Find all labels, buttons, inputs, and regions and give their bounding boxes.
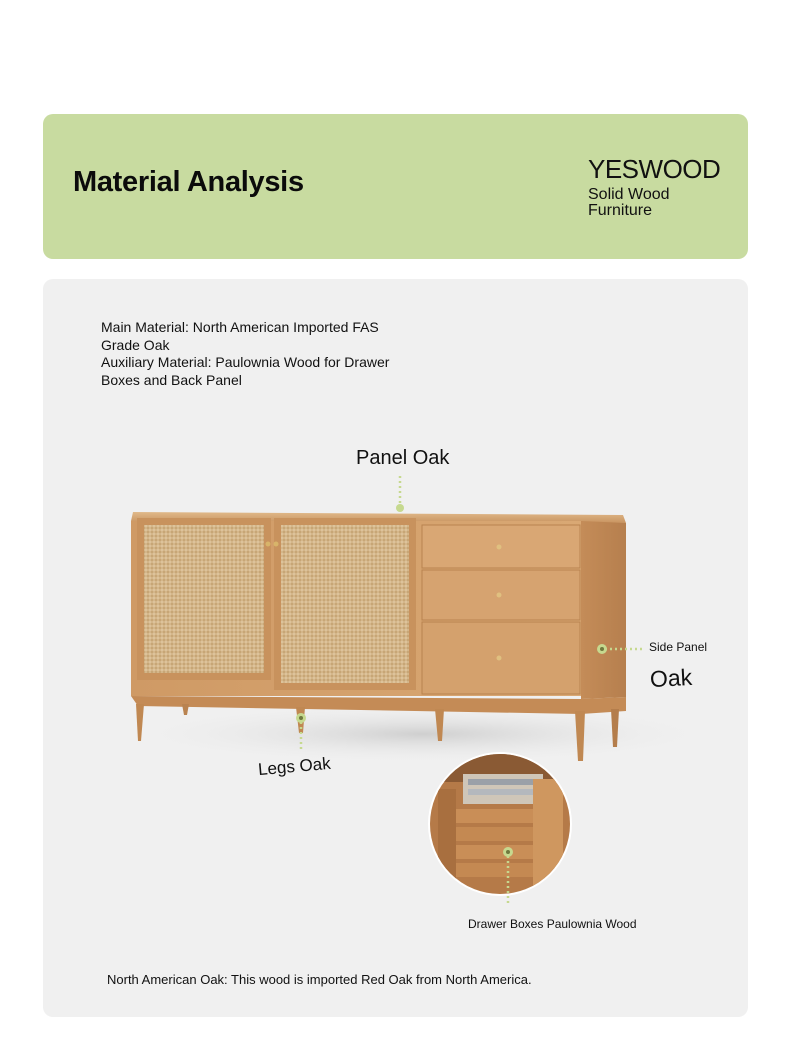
material-card [43, 279, 748, 1017]
door-knob-right [274, 542, 279, 547]
side-panel [581, 521, 626, 699]
drawer-knob-1 [497, 545, 502, 550]
footnote: North American Oak: This wood is imported Red Oak from North America. [107, 972, 532, 987]
page-title: Material Analysis [73, 166, 304, 198]
left-door-rattan [144, 525, 264, 673]
panel-callout-dot [396, 504, 404, 512]
callout-legs-oak: Legs Oak [257, 753, 332, 780]
right-door-rattan [281, 525, 409, 683]
sideboard-illustration [43, 279, 748, 1017]
main-material-line-1: Main Material: North American Imported FAS [101, 319, 379, 335]
callout-side-material: Oak [649, 663, 693, 693]
drawer-knob-3 [497, 656, 502, 661]
floor-shadow [123, 704, 723, 764]
header-banner [43, 114, 748, 259]
leg-back-left [182, 704, 189, 715]
main-material-line-2: Grade Oak [101, 336, 170, 353]
callout-side-panel: Side Panel [649, 640, 708, 654]
brand-tagline: Solid Wood Furniture [588, 186, 670, 219]
callout-drawer-boxes: Drawer Boxes Paulownia Wood [468, 917, 637, 931]
door-knob-left [266, 542, 271, 547]
callout-panel-oak: Panel Oak [356, 447, 450, 469]
brand-logo-text: YESWOOD [588, 154, 721, 184]
drawer-knob-2 [497, 593, 502, 598]
aux-material-line-2: Boxes and Back Panel [101, 371, 242, 388]
aux-material-line-1: Auxiliary Material: Paulownia Wood for Drawer [101, 354, 390, 370]
